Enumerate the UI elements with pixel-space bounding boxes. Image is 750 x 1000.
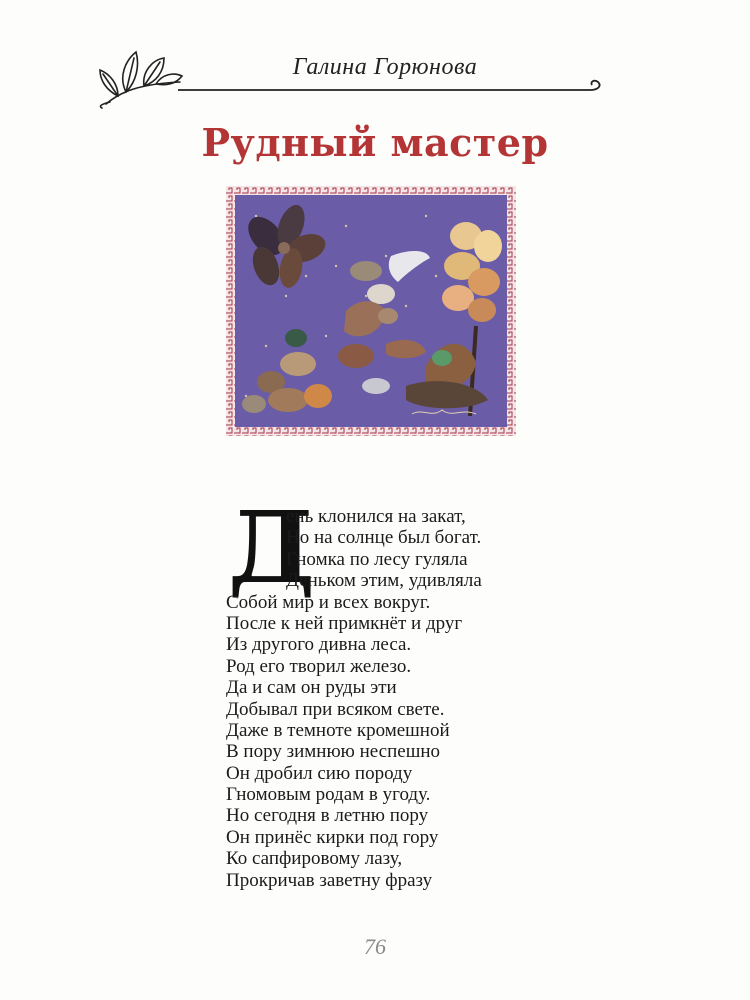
poem-line: Добывал при всяком свете. [226,698,445,720]
poem-line: Но сегодня в летню пору [226,805,429,827]
author-name: Галина Горюнова [292,54,478,80]
poem-line: Даже в темноте кромешной [226,719,450,741]
drop-cap: Д [228,491,316,606]
poem-line: После к ней примкнёт и друг [226,612,463,634]
poem-line: Гномовым родам в угоду. [226,784,431,806]
poem-line: Из другого дивна леса. [226,634,412,656]
poem-title: Рудный мастер [201,120,549,165]
poem-line: Род его творил железо. [226,655,412,677]
poem-line: Деньком этим, удивляла [286,570,482,592]
poem-line: Гномка по лесу гуляла [286,548,468,570]
leaf-branch-ornament-icon [96,46,186,110]
poem-line: Он принёс кирки под гору [226,826,439,848]
poem-line: Прокричав заветну фразу [226,869,433,891]
poem-line: Ко сапфировому лазу, [226,848,403,870]
poem-line: ень клонился на закат, [286,506,466,527]
poem-line: Он дробил сию породу [226,762,413,784]
poem-line: Да и сам он руды эти [226,677,397,699]
header-rule [178,78,604,102]
poem-text [226,491,546,891]
poem-line: Но на солнце был богат. [286,527,482,549]
page-number: 76 [364,934,386,959]
poem-line: В пору зимнюю неспешно [226,741,441,763]
pebble-art-image [226,186,516,436]
poem-line: Собой мир и всех вокруг. [226,591,431,613]
